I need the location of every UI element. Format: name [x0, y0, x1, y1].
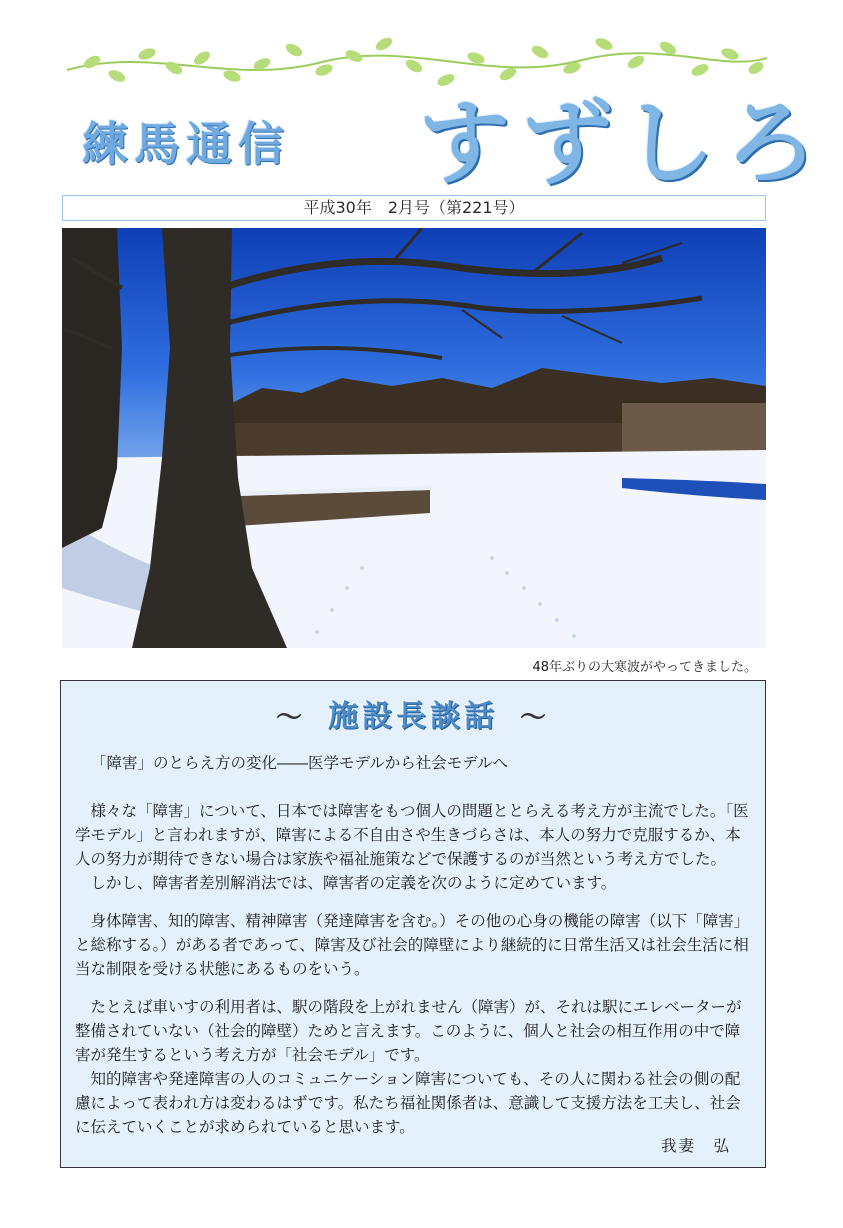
newsletter-title: すずしろ	[418, 89, 827, 197]
message-body	[75, 799, 755, 1139]
director-message-box	[60, 680, 766, 1168]
heading-tilde-right: ～	[520, 703, 551, 733]
issue-number: 平成30年 2月号（第221号）	[62, 195, 766, 221]
paragraph-legal-definition: 身体障害、知的障害、精神障害（発達障害を含む。）その他の心身の機能の障害（以下「障害」と総称する。）がある者であって、障害及び社会的障壁により継続的に日常生活又は社会生活に相当な制限を受ける状態にあるものをいう。	[75, 912, 750, 978]
author-signature: 我妻 弘	[660, 1137, 731, 1155]
paragraph-social-model: たとえば車いすの利用者は、駅の階段を上がれません（障害）が、それは駅にエレベーターが整備されていない（社会的障壁）ためと言えます。このように、個人と社会の相互作用の中で障害が発生するという考え方が「社会モデル」です。	[75, 998, 742, 1064]
message-heading	[61, 691, 765, 735]
heading-tilde-left: ～	[275, 703, 306, 733]
newsletter-brand: 練馬通信	[82, 117, 290, 171]
snow-park-photo	[62, 228, 766, 648]
message-heading-text: 施設長談話	[328, 699, 498, 734]
paragraph-communication: 知的障害や発達障害の人のコミュニケーション障害についても、その人に関わる社会の側の配慮によって表われ方は変わるはずです。私たち福祉関係者は、意識して支援方法を工夫し、社会に伝えていくことが求められていると思います。	[75, 1070, 741, 1136]
message-subheading: 「障害」のとらえ方の変化――医学モデルから社会モデルへ	[91, 754, 508, 772]
paragraph-medical-model: 様々な「障害」について、日本では障害をもつ個人の問題ととらえる考え方が主流でした。「医学モデル」と言われますが、障害による不自由さや生きづらさは、本人の努力で克服するか、本人の努力が期待できない場合は家族や福祉施策などで保護するのが当然という考え方でした。	[75, 802, 749, 868]
paragraph-law-intro: しかし、障害者差別解消法では、障害者の定義を次のように定めています。	[75, 874, 617, 892]
photo-caption: 48年ぶりの大寒波がやってきました。	[532, 660, 757, 675]
